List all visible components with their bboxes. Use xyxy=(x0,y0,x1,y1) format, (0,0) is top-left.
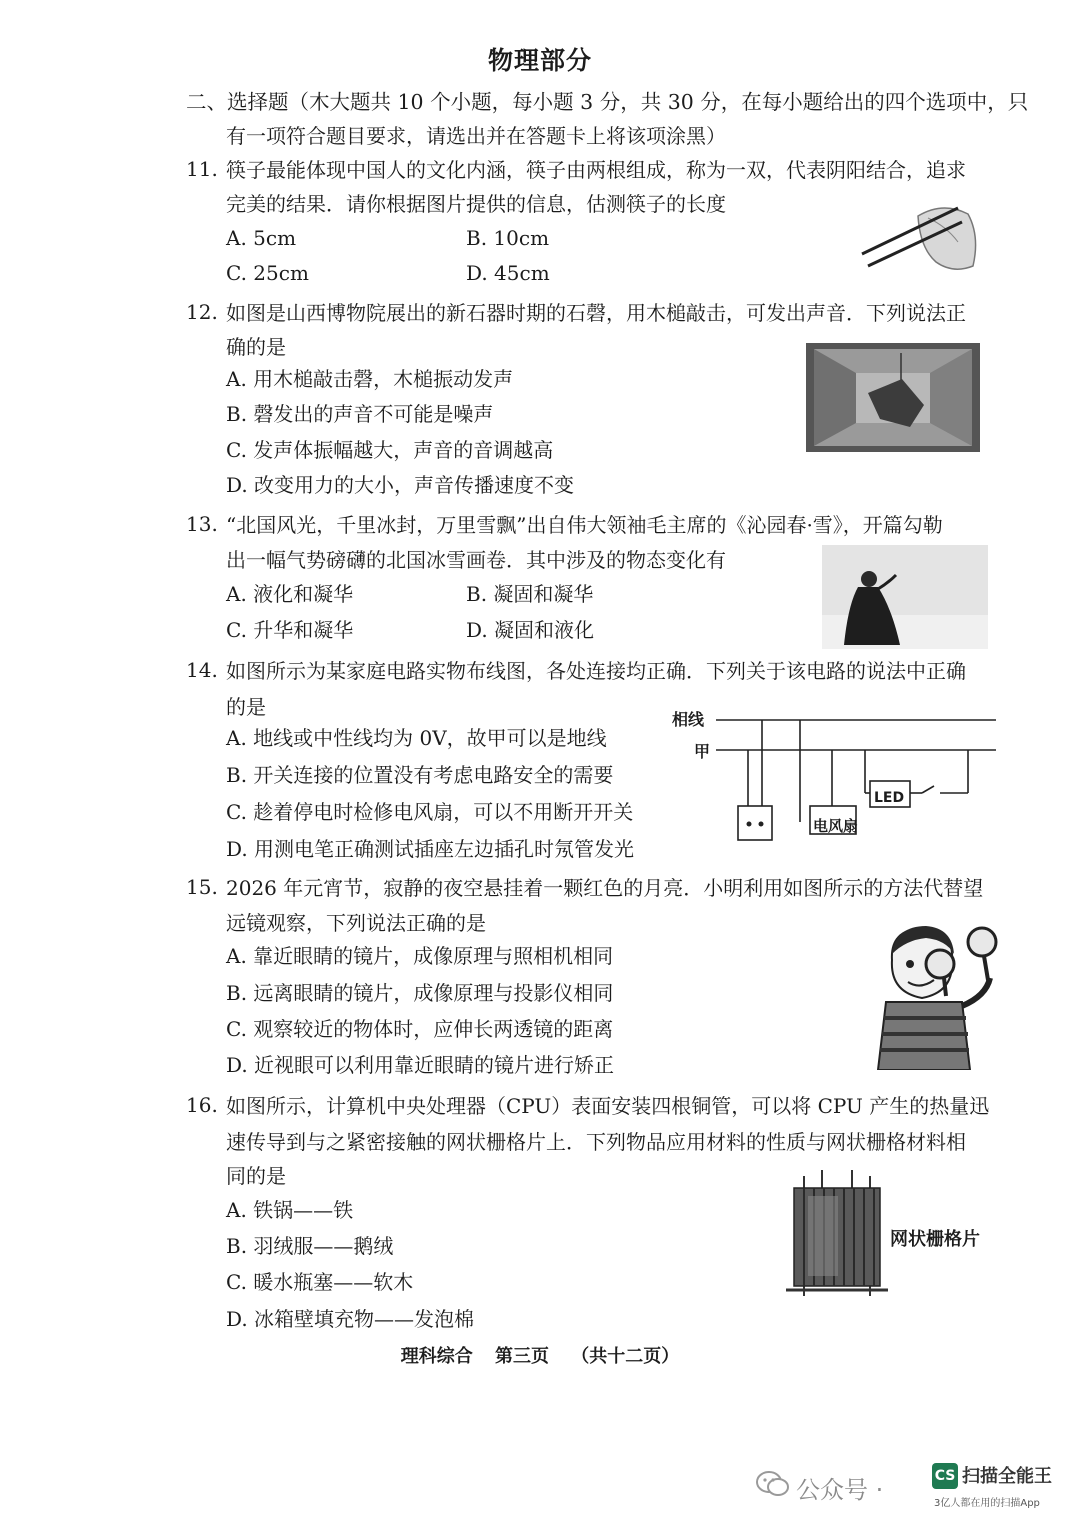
footer-subject: 理科综合 xyxy=(400,1346,473,1367)
page-title: 物理部分 xyxy=(487,46,592,75)
q11-stem-line1: 筷子最能体现中国人的文化内涵，筷子由两根组成，称为一双，代表阴阳结合，追求 xyxy=(226,158,966,182)
section-heading-line2: 有一项符合题目要求，请选出并在答题卡上将该项涂黑） xyxy=(226,124,726,148)
q11-option-c: C. 25cm xyxy=(226,261,309,285)
q14-stem-line2: 的是 xyxy=(226,695,266,719)
q11-option-d: D. 45cm xyxy=(466,261,550,285)
q12-option-b: B. 磬发出的声音不可能是噪声 xyxy=(226,402,494,426)
q12-option-c: C. 发声体振幅越大，声音的音调越高 xyxy=(226,438,554,462)
q14-number: 14. xyxy=(186,658,218,682)
q16-option-c: C. 暖水瓶塞——软木 xyxy=(226,1270,414,1294)
q15-option-b: B. 远离眼睛的镜片，成像原理与投影仪相同 xyxy=(226,981,614,1005)
section-heading-line1: 二、选择题（木大题共 10 个小题，每小题 3 分，共 30 分，在每小题给出的四个选项中，只 xyxy=(186,90,1029,114)
stone-chime-image xyxy=(806,343,980,452)
q13-number: 13. xyxy=(186,512,218,536)
q11-stem-line2: 完美的结果．请你根据图片提供的信息，估测筷子的长度 xyxy=(226,192,726,216)
footer-page: 第三页 xyxy=(495,1346,549,1367)
wechat-icon xyxy=(756,1470,790,1498)
q15-option-d: D. 近视眼可以利用靠近眼睛的镜片进行矫正 xyxy=(226,1053,615,1077)
boy-two-lenses-image xyxy=(862,920,1002,1070)
led-label: LED xyxy=(874,790,905,806)
q16-option-b: B. 羽绒服——鹅绒 xyxy=(226,1234,394,1258)
cpu-heatsink-image xyxy=(782,1166,892,1306)
q12-stem-line2: 确的是 xyxy=(226,335,286,359)
q14-option-b: B. 开关连接的位置没有考虑电路安全的需要 xyxy=(226,763,614,787)
grid-fin-caption: 网状栅格片 xyxy=(890,1229,980,1250)
q13-option-a: A. 液化和凝华 xyxy=(226,582,354,606)
q14-option-d: D. 用测电笔正确测试插座左边插孔时氖管发光 xyxy=(226,837,635,861)
q15-option-a: A. 靠近眼睛的镜片，成像原理与照相机相同 xyxy=(226,944,614,968)
wechat-account-label: 公众号 · xyxy=(796,1476,884,1504)
q11-number: 11. xyxy=(186,157,218,181)
q11-option-b: B. 10cm xyxy=(466,226,550,250)
q12-stem-line1: 如图是山西博物院展出的新石器时期的石磬，用木槌敲击，可发出声音．下列说法正 xyxy=(226,301,966,325)
q16-stem-line3: 同的是 xyxy=(226,1164,286,1188)
q16-number: 16. xyxy=(186,1093,218,1117)
q15-number: 15. xyxy=(186,875,218,899)
q16-option-d: D. 冰箱壁填充物——发泡棉 xyxy=(226,1307,475,1331)
q14-option-c: C. 趁着停电时检修电风扇，可以不用断开开关 xyxy=(226,800,634,824)
q16-option-a: A. 铁锅——铁 xyxy=(226,1198,354,1222)
fan-label: 电风扇 xyxy=(813,817,859,835)
wire-jia-label: 甲 xyxy=(694,742,711,761)
q13-stem-line2: 出一幅气势磅礴的北国冰雪画卷．其中涉及的物态变化有 xyxy=(226,548,726,572)
snow-scene-image xyxy=(822,545,988,649)
q16-stem-line2: 速传导到与之紧密接触的网状栅格片上．下列物品应用材料的性质与网状栅格材料相 xyxy=(226,1130,966,1154)
q16-stem-line1: 如图所示，计算机中央处理器（CPU）表面安装四根铜管，可以将 CPU 产生的热量迅 xyxy=(226,1094,990,1118)
q11-option-a: A. 5cm xyxy=(226,226,297,250)
camscanner-logo: CS xyxy=(932,1463,958,1489)
q15-stem-line2: 远镜观察，下列说法正确的是 xyxy=(226,911,486,935)
q14-option-a: A. 地线或中性线均为 0V，故甲可以是地线 xyxy=(226,726,607,750)
q15-stem-line1: 2026 年元宵节，寂静的夜空悬挂着一颗红色的月亮．小明利用如图所示的方法代替望 xyxy=(226,876,984,900)
q14-stem-line1: 如图所示为某家庭电路实物布线图，各处连接均正确．下列关于该电路的说法中正确 xyxy=(226,659,966,683)
q13-option-b: B. 凝固和凝华 xyxy=(466,582,594,606)
footer-total: （共十二页） xyxy=(571,1346,680,1367)
chopsticks-hand-image xyxy=(858,196,980,278)
q13-stem-line1: “北国风光，千里冰封，万里雪飘”出自伟大领袖毛主席的《沁园春·雪》，开篇勾勒 xyxy=(226,513,943,537)
q13-option-d: D. 凝固和液化 xyxy=(466,618,595,642)
page-footer xyxy=(0,1344,1080,1370)
q15-option-c: C. 观察较近的物体时，应伸长两透镜的距离 xyxy=(226,1017,614,1041)
q13-option-c: C. 升华和凝华 xyxy=(226,618,354,642)
q12-option-a: A. 用木槌敲击磬，木槌振动发声 xyxy=(226,367,514,391)
camscanner-slogan: 3亿人都在用的扫描App xyxy=(934,1498,1040,1509)
camscanner-app-name: 扫描全能王 xyxy=(962,1466,1052,1487)
q12-number: 12. xyxy=(186,300,218,324)
q12-option-d: D. 改变用力的大小，声音传播速度不变 xyxy=(226,473,575,497)
live-wire-label: 相线 xyxy=(672,710,705,729)
